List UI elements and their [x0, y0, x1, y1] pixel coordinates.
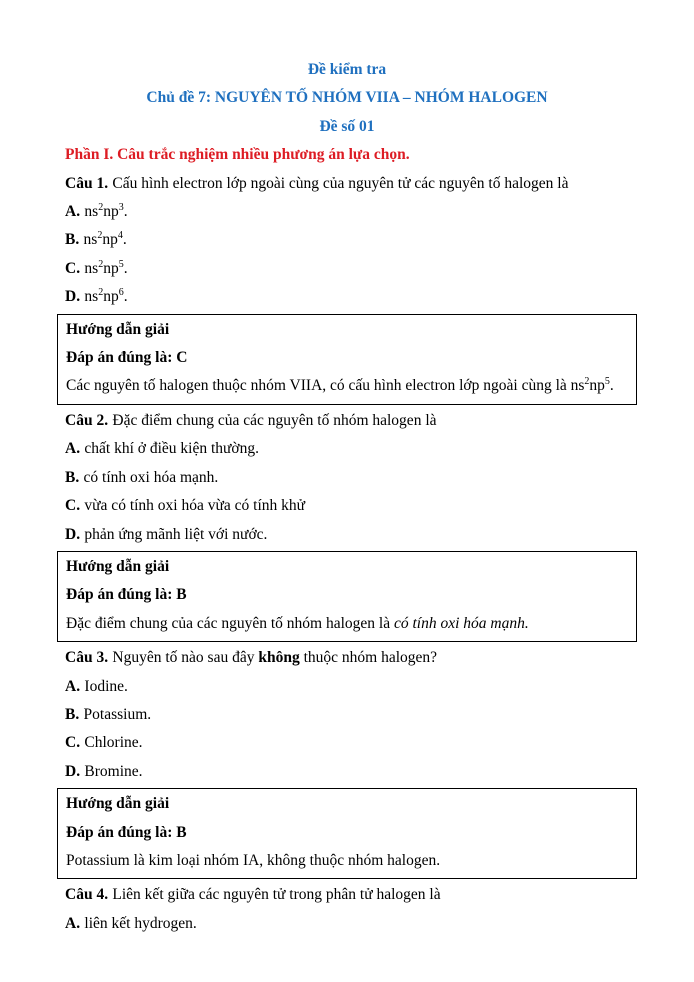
option-d-text2: np	[103, 288, 119, 306]
option-a-sup2: 3	[118, 201, 124, 213]
option-d-label: D.	[65, 288, 81, 306]
option-a-label: A.	[65, 914, 81, 932]
solution-2-expl-text: Đặc điểm chung của các nguyên tố nhóm halogen là	[66, 614, 394, 632]
option-b-sup2: 4	[117, 230, 123, 242]
option-d-period: .	[123, 288, 128, 306]
option-a-label: A.	[65, 440, 81, 458]
option-a-period: .	[123, 203, 128, 221]
solution-1-expl-period: .	[609, 377, 614, 395]
question-1-option-c	[57, 255, 637, 283]
option-b-text: ns	[83, 231, 98, 249]
question-4-option-a	[57, 910, 637, 938]
option-c-label: C.	[65, 259, 81, 277]
option-c-sup1: 2	[98, 258, 104, 270]
solution-1-heading: Hướng dẫn giải	[66, 320, 170, 338]
question-2-option-c	[57, 492, 637, 520]
solution-1-expl-text2: np	[589, 377, 605, 395]
question-3-stem-post: thuộc nhóm halogen?	[299, 649, 438, 667]
option-a-text2: np	[103, 203, 119, 221]
option-b-label: B.	[65, 705, 80, 723]
option-b-period: .	[122, 231, 127, 249]
question-4	[57, 881, 637, 938]
question-4-stem-text: Liên kết giữa các nguyên tử trong phân tử halogen là	[112, 886, 441, 904]
exam-number: Đề số 01	[319, 117, 375, 135]
option-c-sup2: 5	[118, 258, 124, 270]
question-2	[57, 407, 637, 642]
option-a-text: ns	[84, 203, 99, 221]
question-2-stem-text: Đặc điểm chung của các nguyên tố nhóm halogen là	[112, 411, 437, 429]
solution-1-explanation	[66, 372, 628, 400]
topic-title: Chủ đề 7: NGUYÊN TỐ NHÓM VIIA – NHÓM HALOGEN	[146, 89, 548, 107]
solution-2-answer: Đáp án đúng là: B	[66, 586, 187, 604]
question-3-option-d	[57, 758, 637, 786]
question-1	[57, 170, 637, 405]
option-a-sup1: 2	[98, 201, 104, 213]
solution-1-expl-sup2: 5	[604, 376, 610, 388]
question-1-label: Câu 1.	[65, 174, 109, 192]
question-3-option-c	[57, 729, 637, 757]
question-3	[57, 644, 637, 879]
option-d-sup1: 2	[98, 287, 104, 299]
question-3-label: Câu 3.	[65, 649, 109, 667]
option-c-text2: np	[103, 259, 119, 277]
option-d-label: D.	[65, 762, 81, 780]
option-c-text: ns	[84, 259, 99, 277]
option-a-label: A.	[65, 677, 81, 695]
option-d-sup2: 6	[118, 287, 124, 299]
solution-1-expl-sup1: 2	[584, 376, 590, 388]
option-d-text: ns	[84, 288, 99, 306]
question-4-label: Câu 4.	[65, 886, 109, 904]
question-1-stem	[57, 170, 637, 198]
solution-1-expl-text: Các nguyên tố halogen thuộc nhóm VIIA, có cấu hình electron lớp ngoài cùng là ns	[66, 377, 585, 395]
doc-title: Đề kiểm tra	[307, 61, 387, 78]
option-a-text: liên kết hydrogen.	[84, 914, 197, 932]
question-1-option-a	[57, 198, 637, 226]
question-1-option-d	[57, 283, 637, 311]
question-2-option-d	[57, 521, 637, 549]
question-3-stem-pre: Nguyên tố nào sau đây	[112, 649, 259, 667]
solution-3-explanation: Potassium là kim loại nhóm IA, không thuộc nhóm halogen.	[66, 851, 441, 869]
option-c-period: .	[123, 259, 128, 277]
question-1-option-b	[57, 226, 637, 254]
solution-3-heading: Hướng dẫn giải	[66, 795, 170, 813]
solution-2-explanation	[66, 610, 628, 638]
question-2-label: Câu 2.	[65, 411, 109, 429]
option-d-text: Bromine.	[84, 762, 143, 780]
question-3-option-a	[57, 673, 637, 701]
option-b-text: có tính oxi hóa mạnh.	[83, 468, 219, 486]
document-content	[57, 56, 637, 938]
solution-2-box	[57, 551, 637, 642]
question-2-stem	[57, 407, 637, 435]
question-2-option-b	[57, 464, 637, 492]
option-a-label: A.	[65, 203, 81, 221]
option-b-text: Potassium.	[83, 705, 152, 723]
option-d-text: phản ứng mãnh liệt với nước.	[84, 525, 268, 543]
option-c-text: vừa có tính oxi hóa vừa có tính khử	[84, 497, 306, 515]
solution-1-box	[57, 314, 637, 405]
option-a-text: Iodine.	[84, 677, 128, 695]
question-3-stem-bold: không	[258, 649, 300, 667]
solution-1-answer: Đáp án đúng là: C	[66, 349, 188, 367]
option-b-sup1: 2	[97, 230, 103, 242]
option-b-text2: np	[102, 231, 118, 249]
option-d-label: D.	[65, 525, 81, 543]
question-4-stem	[57, 881, 637, 909]
solution-2-expl-italic: có tính oxi hóa mạnh.	[393, 614, 529, 632]
question-1-stem-text: Cấu hình electron lớp ngoài cùng của nguyên tử các nguyên tố halogen là	[112, 174, 569, 192]
option-a-text: chất khí ở điều kiện thường.	[84, 440, 260, 458]
solution-2-heading: Hướng dẫn giải	[66, 557, 170, 575]
question-2-option-a	[57, 435, 637, 463]
option-c-label: C.	[65, 734, 81, 752]
solution-3-answer: Đáp án đúng là: B	[66, 823, 187, 841]
option-c-text: Chlorine.	[84, 734, 143, 752]
option-c-label: C.	[65, 497, 81, 515]
section-heading: Phần I. Câu trắc nghiệm nhiều phương án lựa chọn.	[65, 146, 410, 164]
option-b-label: B.	[65, 468, 80, 486]
option-b-label: B.	[65, 231, 80, 249]
solution-3-box	[57, 788, 637, 879]
question-3-stem	[57, 644, 637, 672]
question-3-option-b	[57, 701, 637, 729]
